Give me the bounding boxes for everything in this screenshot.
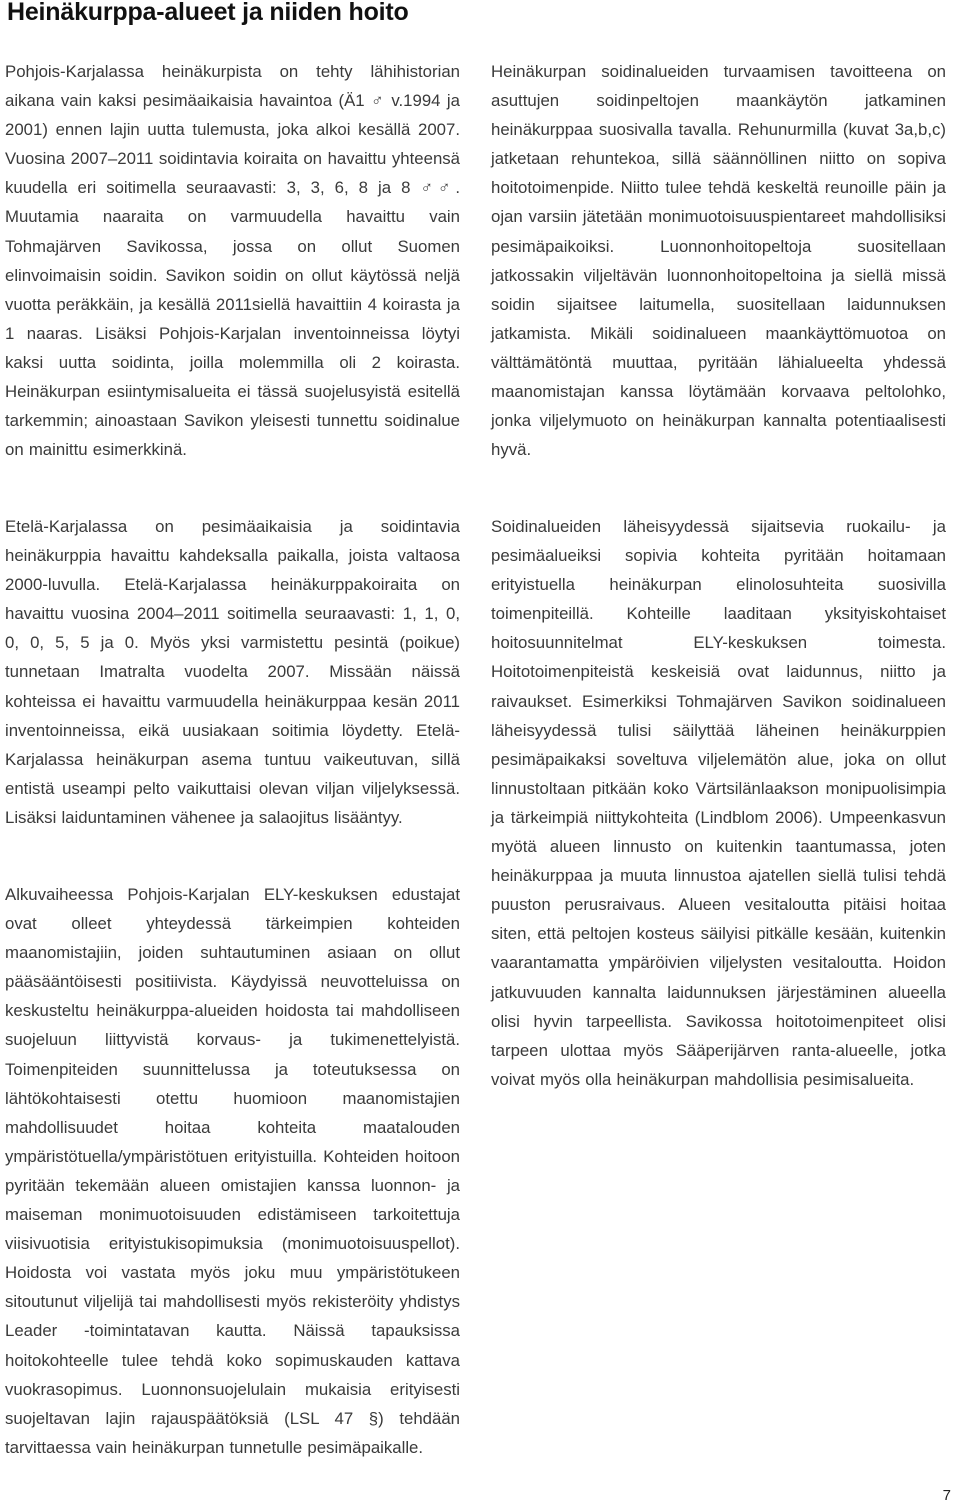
paragraph-soidinalueiden-turvaaminen: Heinäkurpan soidinalueiden turvaamisen tavoitteena on asuttujen soidinpeltojen maankäytön jatkaminen heinäkurppaa suosivalla tavalla. Rehunurmilla (kuvat 3a,b,c) jatketaan rehuntekoa, sillä säännöllinen niitto on sopiva hoitotoimenpide. Niitto tulee tehdä keskeltä reunoille päin ja ojan varsiin jätetään monimuotoisuuspientareet mahdollisiksi pesimäpaikoiksi. Luonnonhoitopeltoja suositellaan jatkossakin viljeltävän luonnonhoitopeltoina ja siellä missä soidin sijaitsee laitumella, suositellaan laidunnuksen jatkamista. Mikäli soidinalueen maankäyttömuotoa on välttämätöntä muuttaa, pyritään lähialueelta yhdessä maanomistajan kanssa löytämään korvaava peltolohko, jonka viljelymuoto on heinäkurpan kannalta potentiaalisesti hyvä. bbox=[491, 62, 946, 460]
page-title: Heinäkurppa-alueet ja niiden hoito bbox=[7, 0, 409, 26]
paragraph-pohjois-karjala-soitimet: Pohjois-Karjalassa heinäkurpista on tehty lähihistorian aikana vain kaksi pesimäaikaisia havaintoa (Ä1 ♂ v.1994 ja 2001) ennen lajin uutta tulemusta, joka alkoi kesällä 2007. Vuosina 2007–2011 soidintavia koiraita on havaittu yhteensä kuudella eri soitimella seuraavasti: 3, 3, 6, 8 ja 8 ♂♂. Muutamia naaraita on varmuudella havaittu vain Tohmajärven Savikossa, jossa on ollut Suomen elinvoimaisin soidin. Savikon soidin on ollut käytössä neljä vuotta peräkkäin, ja kesällä 2011siellä havaittiin 4 koirasta ja 1 naaras. Lisäksi Pohjois-Karjalan inventoinneissa löytyi kaksi uutta soidinta, joilla molemmilla oli 2 koirasta. Heinäkurpan esiintymisalueita ei tässä suojelusyistä esitellä tarkemmin; ainoastaan Savikon yleisesti tunnettu soidinalue on mainittu esimerkkinä. bbox=[5, 62, 460, 460]
page-number: 7 bbox=[942, 1487, 951, 1504]
paragraph-etela-karjala-soitimet: Etelä-Karjalassa on pesimäaikaisia ja soidintavia heinäkurppia havaittu kahdeksalla paikalla, joista valtaosa 2000-luvulla. Etelä-Karjalassa heinäkurppakoiraita on havaittu vuosina 2004–2011 soitimella seuraavasti: 1, 1, 0, 0, 0, 5, 5 ja 0. Myös yksi varmistettu pesintä (poikue) tunnetaan Imatralta vuodelta 2007. Missään näissä kohteissa ei havaittu varmuudella heinäkurppaa kesän 2011 inventoinneissa, eikä uusiakaan soitimia löydetty. Etelä-Karjalassa heinäkurpan asema tuntuu vaikeutuvan, sillä entistä useampi pelto vaikuttaisi olevan viljan viljelyksessä. Lisäksi laiduntaminen vähenee ja salaojitus lisääntyy. bbox=[5, 517, 460, 827]
paragraph-maanomistajat-neuvottelut: Alkuvaiheessa Pohjois-Karjalan ELY-keskuksen edustajat ovat olleet yhteydessä tärkeimpien kohteiden maanomistajiin, joiden suhtautuminen asiaan on ollut pääsääntöisesti positiivista. Käydyissä neuvotteluissa on keskusteltu heinäkurppa-alueiden hoidosta tai mahdolliseen suojeluun liittyvistä korvaus- ja tukimenettelyistä. Toimenpiteiden suunnittelussa ja toteutuksessa on lähtökohtaisesti otettu huomioon maanomistajien mahdollisuudet hoitaa kohteita maatalouden ympäristötuella/ympäristötuen erityistuilla. Kohteiden hoitoon pyritään tekemään alueen omistajien kanssa luonnon- ja maiseman monimuotoisuuden edistämiseen tarkoitettuja viisivuotisia erityistukisopimuksia (monimuotoisuuspellot). Hoidosta voi vastata myös joku muu ympäristötukeen sitoutunut viljelijä tai mahdollisesti myös rekisteröity yhdistys Leader -toimintatavan kautta. Näissä tapauksissa hoitokohteelle tulee tehdä koko sopimuskauden kattava vuokrasopimus. Luonnonsuojelulain mukaisia erityisesti suojeltavan lajin rajauspäätöksiä (LSL 47 §) tehdään tarvittaessa vain heinäkurpan tunnetulle pesimäpaikalle. bbox=[5, 885, 460, 1457]
paragraph-ruokailu-ja-pesimaalueet: Soidinalueiden läheisyydessä sijaitsevia ruokailu- ja pesimäalueiksi sopivia kohteita pyritään hoitamaan erityistuella heinäkurpan elinolosuhteita suosivilla toimenpiteillä. Kohteille laaditaan yksityiskohtaiset hoitosuunnitelmat ELY-keskuksen toimesta. Hoitotoimenpiteistä keskeisiä ovat laidunnus, niitto ja raivaukset. Esimerkiksi Tohmajärven Savikon soidinalueen läheisyydessä tulisi säilyttää läheinen heinäkurppien pesimäpaikaksi soveltuva viljelemätön alue, joka on ollut linnustoltaan pitkään koko Värtsilänlaakson monipuolisimpia ja tärkeimpiä niittykohteita (Lindblom 2006). Umpeenkasvun myötä alueen linnusto on kuitenkin taantumassa, joten heinäkurppaa ja muuta linnustoa ajatellen siellä tulisi tehdä puuston perusraivaus. Alueen vesitaloutta pitäisi hoitaa siten, että peltojen kosteus säilyisi pitkälle kesään, kuitenkin vaarantamatta ympäröivien viljelysten vesitaloutta. Hoidon jatkuvuuden kannalta laidunnuksen järjestäminen alueella olisi hyvin tarpeellista. Savikossa hoitotoimenpiteet olisi tarpeen ulottaa myös Sääperijärven ranta-alueelle, jotka voivat myös olla heinäkurpan mahdollisia pesimisalueita. bbox=[491, 517, 946, 1089]
